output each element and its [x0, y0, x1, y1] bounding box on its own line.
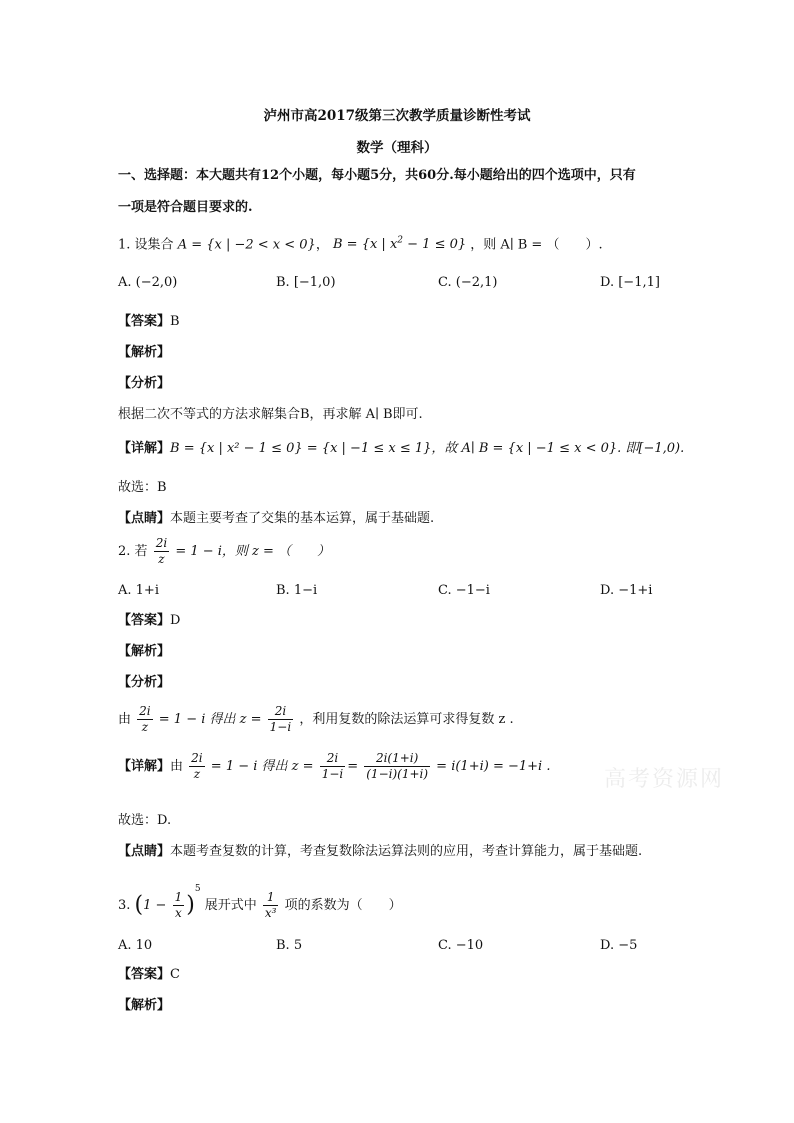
q1-detail: 【详解】B = {x | x² − 1 ≤ 0} = {x | −1 ≤ x ≤ 1}，故 A∣ B = {x | −1 ≤ x < 0}. 即[−1,0).: [118, 441, 685, 456]
fraction-2i-over-z: $\frac{2i}{z}$: [155, 536, 168, 566]
q3-option-b: B. 5: [276, 938, 303, 953]
q2-stem: 2. 若 $\frac{2i}{z}$ = 1 − i，则 z = （ ）: [118, 536, 331, 566]
q1-option-b: B. [−1,0): [276, 275, 336, 290]
section-heading-line1: 一、选择题：本大题共有12个小题，每小题5分，共60分.每小题给出的四个选项中，只有: [118, 168, 636, 183]
q3-option-d: D. −5: [600, 938, 638, 953]
exam-subtitle: 数学（理科）: [356, 140, 438, 156]
q2-fenxi-label: 【分析】: [118, 675, 171, 690]
q1-fenxi-text: 根据二次不等式的方法求解集合B，再求解 A∣ B即可.: [118, 407, 423, 422]
q2-choose: 故选：D.: [118, 813, 172, 828]
q3-option-a: A. 10: [118, 938, 153, 953]
q3-stem: 3. (1 − $\frac{1}{x}$ )$^5$ 展开式中 $\frac{1}{\text{x³}}$ 项的系数为（ ）: [118, 884, 402, 920]
q1-option-d: D. [−1,1]: [600, 275, 660, 290]
q1-comment: 【点睛】本题主要考查了交集的基本运算，属于基础题.: [118, 511, 435, 526]
watermark-text: 高考资源网: [604, 767, 725, 792]
q2-detail: 【详解】由 $\frac{2i}{z}$ = 1 − i 得出 z = $\frac{2i}{1-i}$ = $\frac{2i(1+i)}{(1-i)(1+i)}$ = i(1+i) = −1+i .: [118, 751, 551, 781]
q1-stem: 1. 设集合 A = {x | −2 < x < 0}， B = {x | $x^2 - 1 \le 0$} ，则 A∣ B = （ ）.: [118, 236, 603, 253]
q2-option-a: A. 1+i: [118, 583, 159, 598]
q2-comment: 【点睛】本题考查复数的计算，考查复数除法运算法则的应用，考查计算能力，属于基础题.: [118, 844, 643, 859]
q2-fenxi-text: 由 $\frac{2i}{z}$ = 1 − i 得出 z = $\frac{2i}{1-i}$ ，利用复数的除法运算可求得复数 z .: [118, 704, 514, 734]
q3-analysis-label: 【解析】: [118, 998, 171, 1013]
q1-option-a: A. (−2,0): [118, 275, 178, 290]
q2-option-d: D. −1+i: [600, 583, 653, 598]
q2-option-c: C. −1−i: [438, 583, 490, 598]
q1-answer: 【答案】B: [118, 314, 180, 329]
q2-analysis-label: 【解析】: [118, 644, 171, 659]
exam-title: 泸州市高2017级第三次教学质量诊断性考试: [263, 108, 531, 124]
q1-choose: 故选：B: [118, 480, 167, 495]
section-heading-line2: 一项是符合题目要求的.: [118, 200, 253, 215]
q1-option-c: C. (−2,1): [438, 275, 498, 290]
q1-analysis-label: 【解析】: [118, 345, 171, 360]
q2-answer: 【答案】D: [118, 613, 181, 628]
q2-option-b: B. 1−i: [276, 583, 318, 598]
q1-fenxi-label: 【分析】: [118, 376, 171, 391]
q3-answer: 【答案】C: [118, 967, 180, 982]
q3-option-c: C. −10: [438, 938, 484, 953]
